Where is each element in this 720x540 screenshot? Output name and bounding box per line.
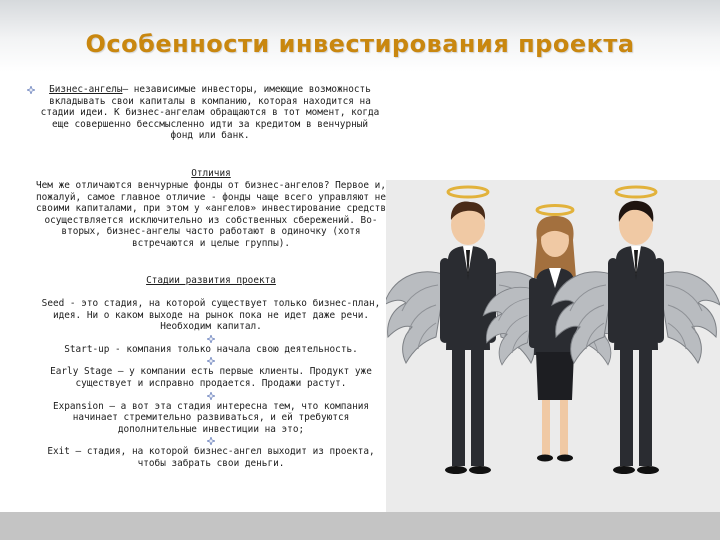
bullet-icon (27, 86, 35, 94)
bullet-icon (207, 392, 215, 400)
man-right (552, 187, 720, 474)
bullet-icon (207, 357, 215, 365)
difference-heading-text: Отличия (191, 168, 231, 179)
angels-picture (386, 180, 720, 514)
woman-center (483, 206, 626, 462)
stage-seed: Seed - это стадия, на которой существует только бизнес-план, идея. Ни о каком выходе на рынок пока не идет даже речи. Необходим капитал. (41, 298, 381, 333)
difference-heading (36, 168, 386, 180)
stages-heading (36, 275, 386, 287)
intro-definition: — независимые инвесторы, имеющие возможность вкладывать свои капиталы в компанию, которая находится на стадии идеи. К бизнес-ангелам обращаются в тот момент, когда еще совершенно бессмысленно идти за кредитом в венчурный фонд или банк. (40, 84, 380, 142)
stages-list (36, 298, 386, 470)
stage-early: Early Stage – у компании есть первые клиенты. Продукт уже существует и исправно продается. Продажи растут. (50, 366, 372, 389)
intro-paragraph (40, 84, 380, 142)
stage-expansion: Expansion – а вот эта стадия интересна тем, что компания начинает стремительно развиваться, и ей требуются дополнительные инвестиции на это; (52, 400, 370, 435)
stages-heading-text: Стадии развития проекта (146, 275, 276, 286)
footer-band (0, 512, 720, 540)
slide-title: Особенности инвестирования проекта (85, 30, 635, 58)
term-business-angels: Бизнес-ангелы (49, 84, 123, 95)
bullet-icon (207, 437, 215, 445)
angels-illustration (386, 180, 720, 514)
bullet-icon (207, 335, 215, 343)
difference-paragraph: Чем же отличаются венчурные фонды от бизнес-ангелов? Первое и, пожалуй, самое главное отличие - фонды чаще всего управляют не своими капиталами, при этом у «ангелов» инвестирование средств осуществляется исключительно из собственных сбережений. Во-вторых, бизнес-ангелы часто работают в одиночку (хотя встречаются и целые группы). (36, 180, 386, 249)
stage-start-up: Start-up - компания только начала свою деятельность. (64, 343, 358, 355)
stage-exit: Exit – стадия, на которой бизнес-ангел выходит из проекта, чтобы забрать свои деньги. (47, 446, 375, 469)
